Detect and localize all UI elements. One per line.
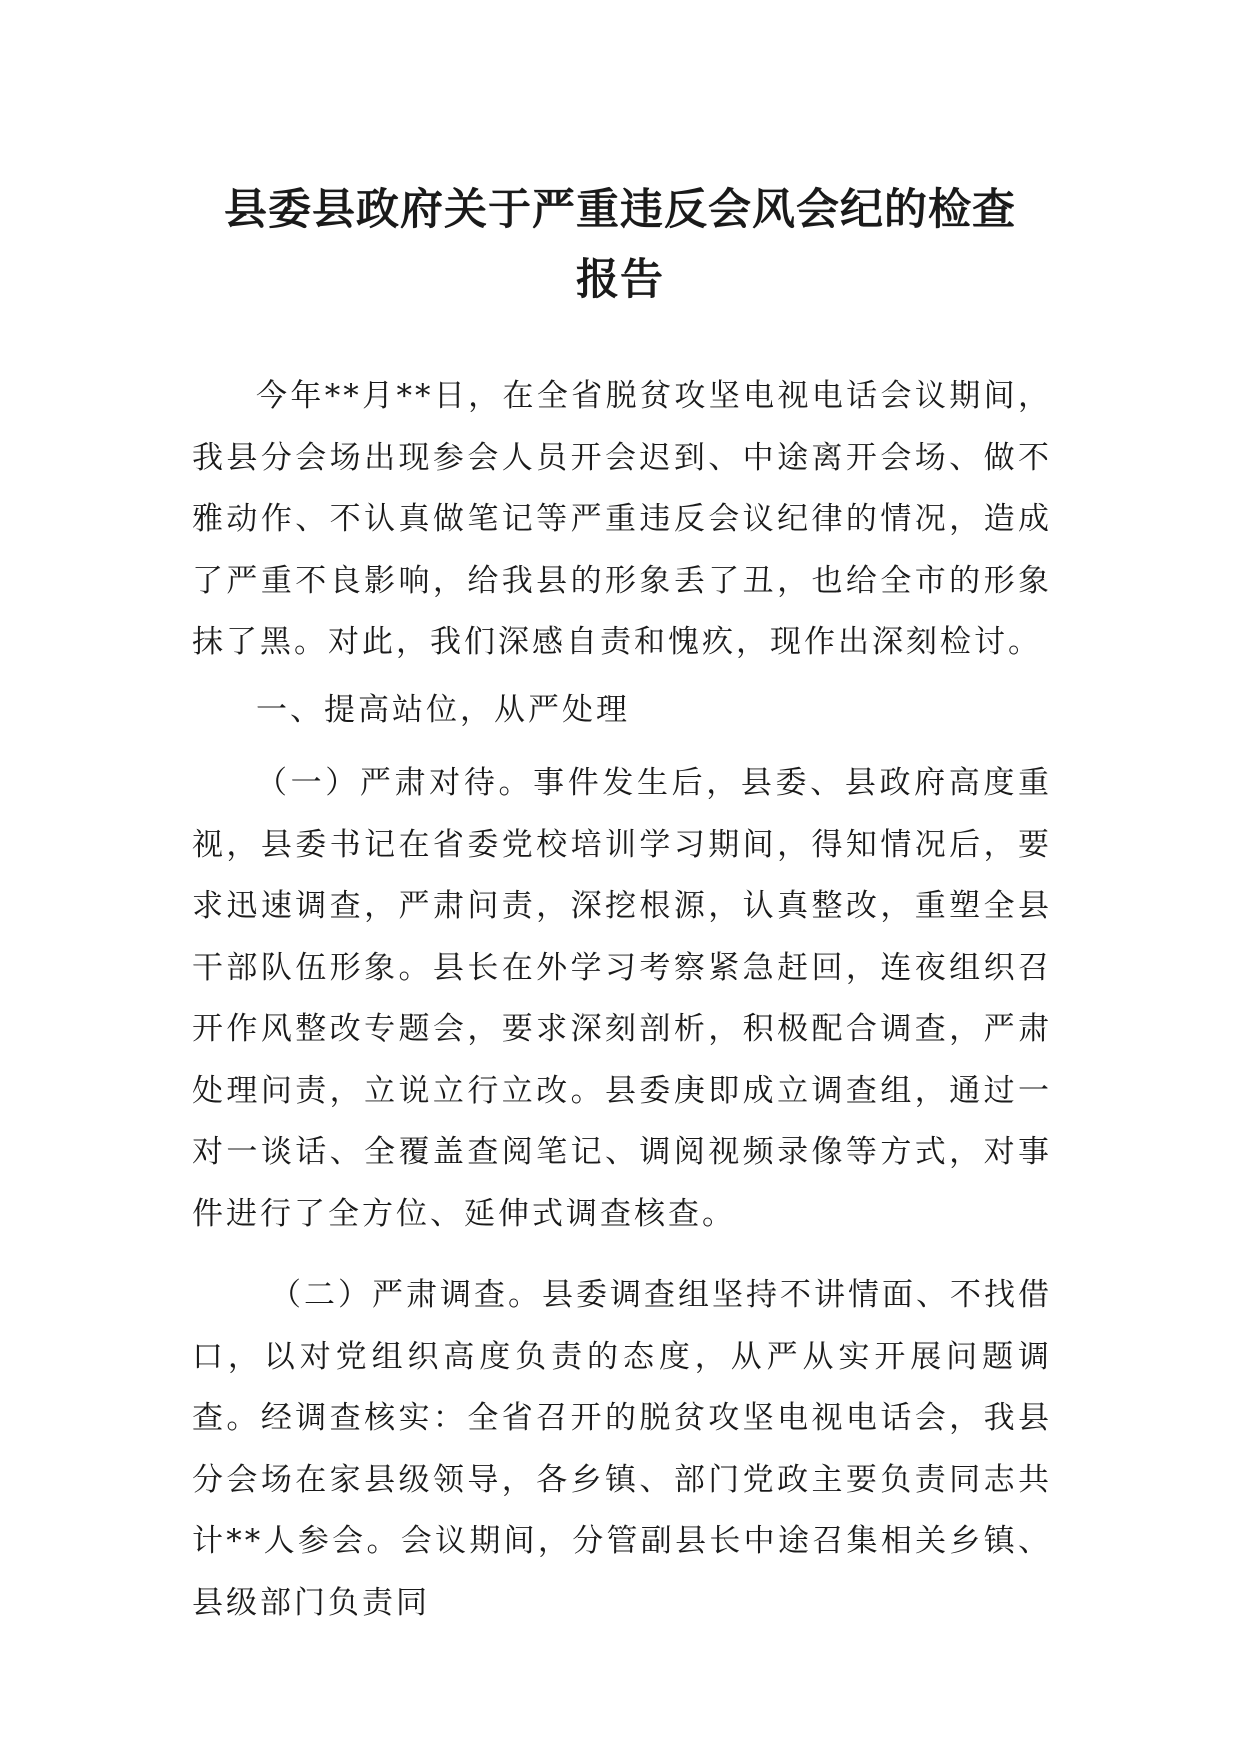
title-line-1: 县委县政府关于严重违反会风会纪的检查 (224, 185, 1016, 235)
subsection-2-paragraph: （二）严肃调查。县委调查组坚持不讲情面、不找借口，以对党组织高度负责的态度，从严从实开展问题调查。经调查核实：全省召开的脱贫攻坚电视电话会，我县分会场在家县级领导，各乡镇、部门党政主要负责同志共计**人参会。会议期间，分管副县长中途召集相关乡镇、县级部门负责同 (192, 1277, 1052, 1621)
document-title (150, 175, 1090, 315)
document-body (192, 366, 1052, 1634)
subsection-1-paragraph: （一）严肃对待。事件发生后，县委、县政府高度重视，县委书记在省委党校培训学习期间，得知情况后，要求迅速调查，严肃问责，深挖根源，认真整改，重塑全县干部队伍形象。县长在外学习考察紧急赶回，连夜组织召开作风整改专题会，要求深刻剖析，积极配合调查，严肃处理问责，立说立行立改。县委庚即成立调查组，通过一对一谈话、全覆盖查阅笔记、调阅视频录像等方式，对事件进行了全方位、延伸式调查核查。 (192, 765, 1052, 1232)
section-heading-1: 一、提高站位，从严处理 (256, 691, 630, 728)
title-line-2: 报告 (576, 255, 664, 305)
intro-paragraph: 今年**月**日，在全省脱贫攻坚电视电话会议期间，我县分会场出现参会人员开会迟到、中途离开会场、做不雅动作、不认真做笔记等严重违反会议纪律的情况，造成了严重不良影响，给我县的形象丢了丑，也给全市的形象抹了黑。对此，我们深感自责和愧疚，现作出深刻检讨。 (192, 378, 1052, 660)
